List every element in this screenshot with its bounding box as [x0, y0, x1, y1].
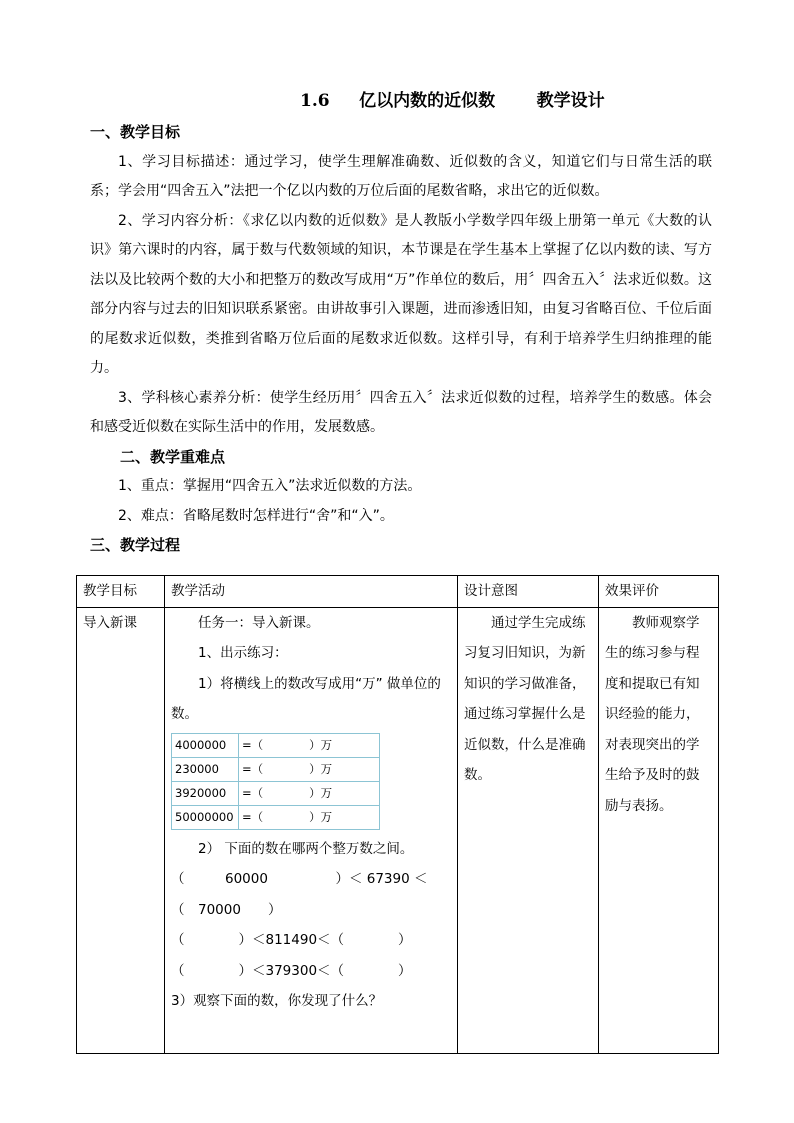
exercise-blank: =（ ）万: [239, 805, 380, 829]
process-table: [76, 575, 719, 1054]
paragraph: 1、学习目标描述：通过学习，使学生理解准确数、近似数的含义，知道它们与日常生活的联系；学会用“四舍五入”法把一个亿以内数的万位后面的尾数省略，求出它的近似数。: [90, 153, 712, 199]
section-heading: 一、教学目标: [90, 123, 181, 141]
goal-cell: 导入新课: [77, 607, 165, 1053]
exercise-number: 50000000: [172, 805, 239, 829]
paragraph: 3、学科核心素养分析：使学生经历用〞四舍五入〞法求近似数的过程，培养学生的数感。体会和感受近似数在实际生活中的作用，发展数感。: [90, 389, 712, 435]
exercise-blank: =（ ）万: [239, 757, 380, 781]
exercise-blank: =（ ）万: [239, 781, 380, 805]
range-line: （ ）＜379300＜（ ）: [171, 962, 412, 979]
exercise-row: [172, 805, 380, 829]
intent-cell: 通过学生完成练习复习旧知识，为新知识的学习做准备，通过练习掌握什么是近似数，什么是准确数。: [458, 607, 599, 1053]
exercise-number: 230000: [172, 757, 239, 781]
header-cell: 教学目标: [77, 576, 165, 608]
title-number: 1.6: [300, 91, 330, 111]
title-name: 亿以内数的近似数: [359, 91, 496, 111]
exercise-blank: =（ ）万: [239, 733, 380, 757]
activity-cell: [165, 607, 458, 1053]
question-1: 1）将横线上的数改写成用“万” 做单位的数。: [171, 675, 441, 722]
list-item: 2、难点：省略尾数时怎样进行“舍”和“入”。: [118, 507, 394, 524]
title-suffix: 教学设计: [536, 91, 605, 111]
table-header-row: [77, 576, 719, 608]
exercise-row: [172, 781, 380, 805]
section-heading: 三、教学过程: [90, 536, 181, 554]
question-3: 3）观察下面的数，你发现了什么？: [171, 993, 383, 1009]
section-heading: 二、教学重难点: [120, 447, 226, 466]
list-item: 1、重点：掌握用“四舍五入”法求近似数的方法。: [118, 478, 422, 494]
range-line: （ 70000 ）: [171, 901, 282, 918]
evaluation-cell: 教师观察学生的练习参与程度和提取已有知识经验的能力，对表现突出的学生给予及时的鼓励与表扬。: [599, 607, 719, 1053]
exercise-number: 3920000: [172, 781, 239, 805]
range-line: （ ）＜811490＜（ ）: [171, 932, 412, 948]
header-cell: 效果评价: [599, 576, 719, 608]
exercise-row: [172, 733, 380, 757]
question-2: 2） 下面的数在哪两个整万数之间。: [198, 840, 414, 857]
header-cell: 教学活动: [165, 576, 458, 608]
header-cell: 设计意图: [458, 576, 599, 608]
task-text: 任务一：导入新课。: [198, 614, 320, 631]
step-text: 1、出示练习：: [198, 645, 288, 661]
exercise-row: [172, 757, 380, 781]
page-title: [300, 86, 605, 111]
section-objectives: [90, 118, 712, 561]
table-row: [77, 607, 719, 1053]
exercise-number: 4000000: [172, 733, 239, 757]
exercise-table: [171, 733, 380, 830]
range-line: （ 60000 ）＜ 67390 ＜: [171, 871, 428, 887]
paragraph: 2、学习内容分析：《求亿以内数的近似数》是人教版小学数学四年级上册第一单元《大数的认识》第六课时的内容，属于数与代数领域的知识，本节课是在学生基本上掌握了亿以内数的读、写方法以及比较两个数的大小和把整万的数改写成用“万”作单位的数后，用〞四舍五入〞法求近似数。这部分内容与过去的旧知识联系紧密。由讲故事引入课题，进而渗透旧知，由复习省略百位、千位后面的尾数求近似数，类推到省略万位后面的尾数求近似数。这样引导，有利于培养学生归纳推理的能力。: [90, 212, 712, 376]
